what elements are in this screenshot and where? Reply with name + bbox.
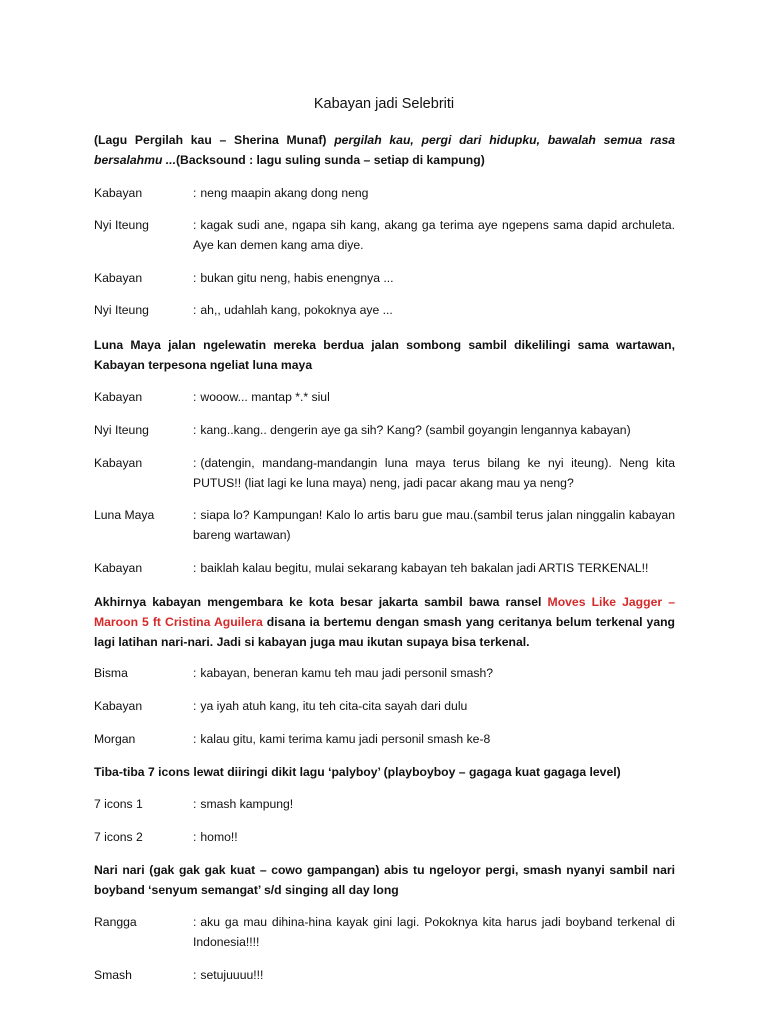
dialog-line: : (datengin, mandang-mandangin luna maya terus bilang ke nyi iteung). Neng kita PUTUS!! (liat lagi ke luna maya) neng, jadi pacar akang mau ya neng? xyxy=(193,456,675,490)
speaker-name: Nyi Iteung xyxy=(94,303,149,317)
dialog-line: : ah,, udahlah kang, pokoknya aye ... xyxy=(193,303,393,317)
dialog-line: : setujuuuu!!! xyxy=(193,968,264,982)
dialog-line: : kang..kang.. dengerin aye ga sih? Kang? (sambil goyangin lengannya kabayan) xyxy=(193,423,631,437)
song-title-highlight: Moves Like Jagger – Maroon 5 ft Cristina Aguilera xyxy=(94,595,675,629)
dialog-line: : kagak sudi ane, ngapa sih kang, akang ga terima aye ngepens sama dapid archuleta. Aye kan demen kang ama diye. xyxy=(193,218,675,252)
speaker-name: Smash xyxy=(94,968,132,982)
narration-paragraph: Tiba-tiba 7 icons lewat diiringi dikit lagu ‘palyboy’ (playboyboy – gagaga kuat gagaga level) xyxy=(94,765,621,779)
speaker-name: Rangga xyxy=(94,915,137,929)
page-title: Kabayan jadi Selebriti xyxy=(313,96,455,112)
speaker-name: Morgan xyxy=(94,732,136,746)
speaker-name: Bisma xyxy=(94,666,128,680)
speaker-name: 7 icons 2 xyxy=(94,830,143,844)
speaker-name: Kabayan xyxy=(94,390,143,404)
dialog-line: : siapa lo? Kampungan! Kalo lo artis baru gue mau.(sambil terus jalan ninggalin kabayan bareng wartawan) xyxy=(193,508,675,542)
dialog-line: : kabayan, beneran kamu teh mau jadi personil smash? xyxy=(193,666,494,680)
dialog-line: : neng maapin akang dong neng xyxy=(193,186,369,200)
speaker-name: Kabayan xyxy=(94,561,143,575)
dialog-line: : ya iyah atuh kang, itu teh cita-cita sayah dari dulu xyxy=(193,699,468,713)
intro-backsound: (Backsound : lagu suling sunda – setiap di kampung) xyxy=(175,153,485,167)
narration-paragraph: Luna Maya jalan ngelewatin mereka berdua jalan sombong sambil dikelilingi sama wartawan, Kabayan terpesona ngeliat luna maya xyxy=(94,338,675,372)
dialog-line: : baiklah kalau begitu, mulai sekarang kabayan teh bakalan jadi ARTIS TERKENAL!! xyxy=(193,561,649,575)
speaker-name: Kabayan xyxy=(94,699,143,713)
dialog-line: : wooow... mantap *.* siul xyxy=(193,390,330,404)
speaker-name: Kabayan xyxy=(94,186,143,200)
narration-paragraph: Nari nari (gak gak gak kuat – cowo gampangan) abis tu ngeloyor pergi, smash nyanyi sambil nari boyband ‘senyum semangat’ s/d singing all day long xyxy=(94,863,675,897)
intro-lyrics: pergilah kau, pergi dari hidupku, bawalah semua rasa bersalahmu ... xyxy=(94,133,676,167)
dialog-line: : bukan gitu neng, habis enengnya ... xyxy=(193,271,394,285)
speaker-name: Kabayan xyxy=(94,271,143,285)
intro-song: (Lagu Pergilah kau – Sherina Munaf) xyxy=(94,133,327,147)
dialog-line: : smash kampung! xyxy=(193,797,294,811)
dialog-line: : kalau gitu, kami terima kamu jadi personil smash ke-8 xyxy=(193,732,491,746)
dialog-line: : homo!! xyxy=(193,830,238,844)
narration-paragraph: Akhirnya kabayan mengembara ke kota besar jakarta sambil bawa ransel Moves Like Jagger – Maroon 5 ft Cristina Aguilera disana ia bertemu dengan smash yang ceritanya belum terkenal yang lagi latihan nari-nari. Jadi si kabayan juga mau ikutan supaya bisa terkenal. xyxy=(94,595,675,649)
speaker-name: Nyi Iteung xyxy=(94,423,149,437)
intro-paragraph xyxy=(94,130,675,170)
speaker-name: Luna Maya xyxy=(94,508,155,522)
speaker-name: Nyi Iteung xyxy=(94,218,149,232)
speaker-name: 7 icons 1 xyxy=(94,797,143,811)
dialog-line: : aku ga mau dihina-hina kayak gini lagi. Pokoknya kita harus jadi boyband terkenal di Indonesia!!!! xyxy=(193,915,675,949)
speaker-name: Kabayan xyxy=(94,456,143,470)
